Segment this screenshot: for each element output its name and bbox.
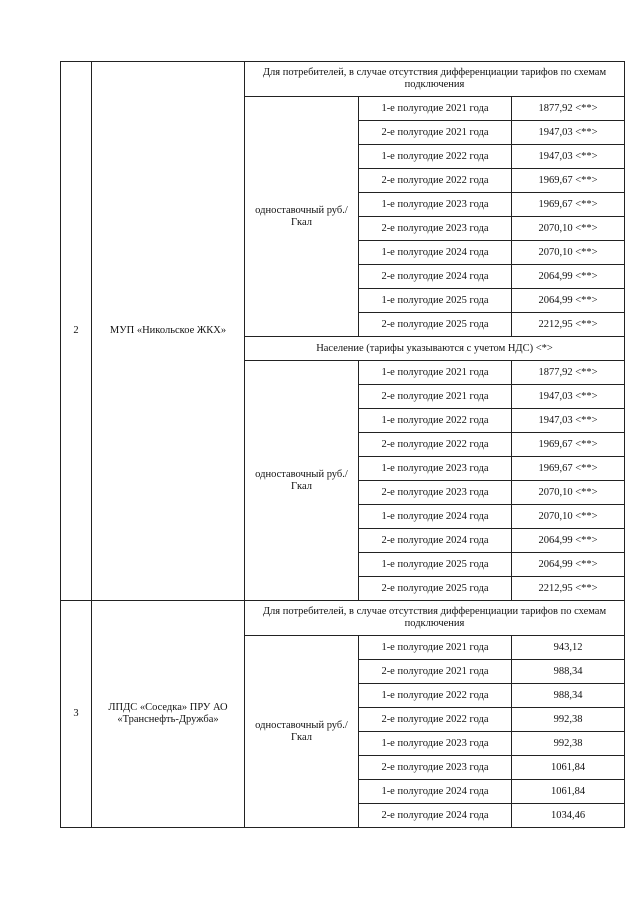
tariff-table: [60, 61, 625, 828]
tariff-type: одноставочный руб./Гкал: [245, 361, 359, 601]
tariff-value-cell: 992,38: [512, 732, 625, 756]
period-cell: 1-е полугодие 2023 года: [359, 457, 512, 481]
organization-name: МУП «Никольское ЖКХ»: [92, 62, 245, 601]
period-cell: 2-е полугодие 2023 года: [359, 217, 512, 241]
tariff-value-cell: 943,12: [512, 636, 625, 660]
tariff-value-cell: 2070,10 <**>: [512, 505, 625, 529]
period-cell: 1-е полугодие 2024 года: [359, 505, 512, 529]
group-header-row: [61, 62, 625, 97]
tariff-value-cell: 1947,03 <**>: [512, 385, 625, 409]
period-cell: 2-е полугодие 2024 года: [359, 804, 512, 828]
tariff-value-cell: 992,38: [512, 708, 625, 732]
tariff-value-cell: 1969,67 <**>: [512, 193, 625, 217]
tariff-value-cell: 1969,67 <**>: [512, 457, 625, 481]
tariff-value-cell: 2212,95 <**>: [512, 577, 625, 601]
entry-number: 2: [61, 62, 92, 601]
tariff-value-cell: 2064,99 <**>: [512, 289, 625, 313]
period-cell: 2-е полугодие 2023 года: [359, 756, 512, 780]
period-cell: 1-е полугодие 2022 года: [359, 409, 512, 433]
tariff-value-cell: 2212,95 <**>: [512, 313, 625, 337]
tariff-value-cell: 2070,10 <**>: [512, 481, 625, 505]
period-cell: 1-е полугодие 2021 года: [359, 361, 512, 385]
period-cell: 2-е полугодие 2021 года: [359, 660, 512, 684]
period-cell: 2-е полугодие 2025 года: [359, 313, 512, 337]
entry-number: 3: [61, 601, 92, 828]
period-cell: 2-е полугодие 2021 года: [359, 385, 512, 409]
period-cell: 1-е полугодие 2023 года: [359, 732, 512, 756]
period-cell: 1-е полугодие 2021 года: [359, 97, 512, 121]
tariff-value-cell: 1877,92 <**>: [512, 97, 625, 121]
period-cell: 1-е полугодие 2024 года: [359, 780, 512, 804]
period-cell: 2-е полугодие 2022 года: [359, 708, 512, 732]
tariff-value-cell: 1877,92 <**>: [512, 361, 625, 385]
tariff-value-cell: 2064,99 <**>: [512, 529, 625, 553]
period-cell: 1-е полугодие 2022 года: [359, 145, 512, 169]
consumer-group-header: Для потребителей, в случае отсутствия дифференциации тарифов по схемам подключения: [245, 601, 625, 636]
period-cell: 2-е полугодие 2023 года: [359, 481, 512, 505]
tariff-value-cell: 2064,99 <**>: [512, 553, 625, 577]
tariff-value-cell: 1947,03 <**>: [512, 409, 625, 433]
period-cell: 2-е полугодие 2025 года: [359, 577, 512, 601]
tariff-value-cell: 2064,99 <**>: [512, 265, 625, 289]
tariff-value-cell: 1034,46: [512, 804, 625, 828]
consumer-group-header: Население (тарифы указываются с учетом НДС) <*>: [245, 337, 625, 361]
period-cell: 1-е полугодие 2021 года: [359, 636, 512, 660]
period-cell: 2-е полугодие 2022 года: [359, 169, 512, 193]
tariff-value-cell: 1061,84: [512, 780, 625, 804]
period-cell: 1-е полугодие 2022 года: [359, 684, 512, 708]
tariff-type: одноставочный руб./Гкал: [245, 636, 359, 828]
period-cell: 1-е полугодие 2024 года: [359, 241, 512, 265]
organization-name: ЛПДС «Соседка» ПРУ АО «Транснефть-Дружба»: [92, 601, 245, 828]
tariff-value-cell: 2070,10 <**>: [512, 241, 625, 265]
tariff-value-cell: 1947,03 <**>: [512, 145, 625, 169]
period-cell: 1-е полугодие 2023 года: [359, 193, 512, 217]
group-header-row: [61, 601, 625, 636]
period-cell: 2-е полугодие 2024 года: [359, 529, 512, 553]
tariff-value-cell: 988,34: [512, 660, 625, 684]
tariff-value-cell: 1969,67 <**>: [512, 433, 625, 457]
period-cell: 2-е полугодие 2021 года: [359, 121, 512, 145]
tariff-value-cell: 1969,67 <**>: [512, 169, 625, 193]
tariff-value-cell: 1061,84: [512, 756, 625, 780]
period-cell: 2-е полугодие 2022 года: [359, 433, 512, 457]
tariff-value-cell: 2070,10 <**>: [512, 217, 625, 241]
period-cell: 1-е полугодие 2025 года: [359, 289, 512, 313]
tariff-value-cell: 988,34: [512, 684, 625, 708]
tariff-value-cell: 1947,03 <**>: [512, 121, 625, 145]
tariff-type: одноставочный руб./Гкал: [245, 97, 359, 337]
period-cell: 1-е полугодие 2025 года: [359, 553, 512, 577]
period-cell: 2-е полугодие 2024 года: [359, 265, 512, 289]
consumer-group-header: Для потребителей, в случае отсутствия дифференциации тарифов по схемам подключения: [245, 62, 625, 97]
